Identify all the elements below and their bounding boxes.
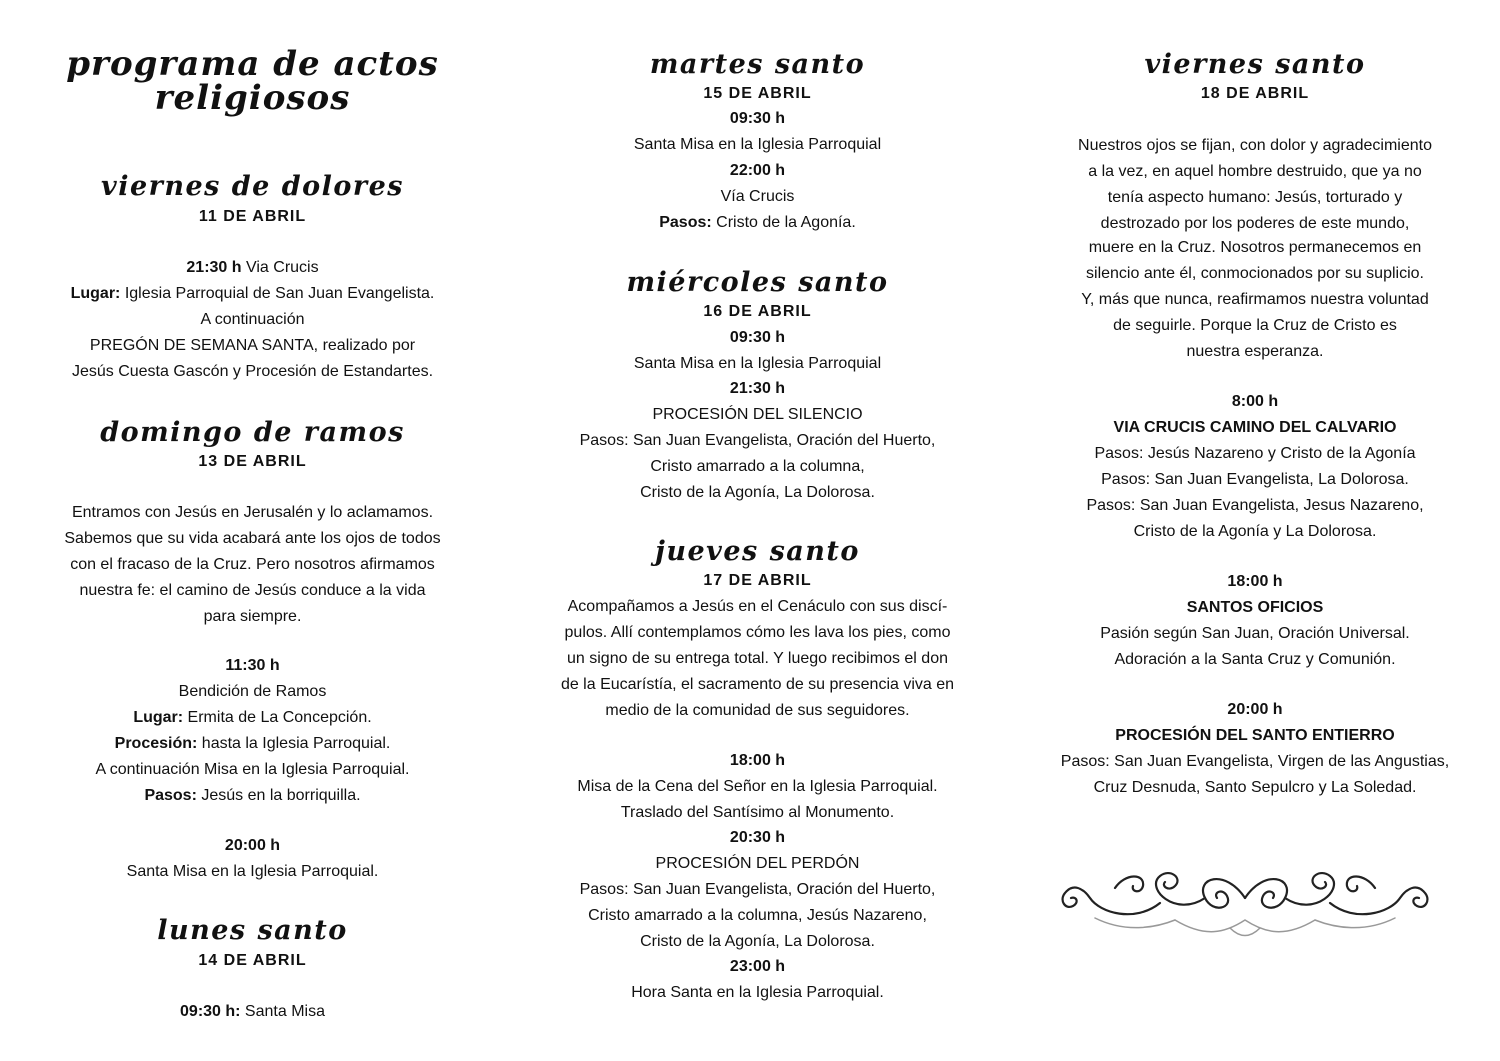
time-line: 09:30 h (729, 329, 786, 346)
time-line: 8:00 h (1231, 393, 1279, 410)
text-line: Santa Misa en la Iglesia Parroquial (633, 355, 882, 372)
text-line: destrozado por los poderes de este mundo, (1100, 215, 1410, 232)
program-title-line2: religiosos (154, 78, 351, 118)
text-line: 09:30 h: Santa Misa (180, 1003, 325, 1020)
text-line: Cristo de la Agonía, La Dolorosa. (640, 484, 875, 501)
text-line: PREGÓN DE SEMANA SANTA, realizado por (89, 337, 416, 354)
text-line: Santa Misa en la Iglesia Parroquial (633, 136, 882, 153)
text-line: Pasos: Jesús en la borriquilla. (144, 787, 361, 804)
text-line: nuestra esperanza. (1186, 343, 1324, 360)
date-martes-santo: 15 DE ABRIL (703, 85, 812, 102)
heading-lunes-santo: lunes santo (157, 915, 348, 946)
time-line: 18:00 h (729, 752, 786, 769)
subheading-line: VIA CRUCIS CAMINO DEL CALVARIO (1113, 419, 1397, 436)
text-line: un signo de su entrega total. Y luego recibimos el don (567, 650, 948, 667)
date-domingo-ramos: 13 DE ABRIL (198, 453, 307, 470)
text-line: Cristo de la Agonía y La Dolorosa. (1133, 523, 1377, 540)
text-line: Pasos: San Juan Evangelista, Oración del Huerto, (579, 881, 936, 898)
heading-jueves-santo: jueves santo (655, 536, 860, 567)
heading-domingo-ramos: domingo de ramos (100, 417, 405, 448)
text-line: Pasos: San Juan Evangelista, Virgen de las Angustias, (1060, 753, 1450, 770)
text-line: Sabemos que su vida acabará ante los ojos de todos (64, 530, 441, 547)
text-line: Lugar: Ermita de La Concepción. (133, 709, 372, 726)
text-line: Nuestros ojos se fijan, con dolor y agradecimiento (1078, 137, 1432, 154)
text-line: nuestra fe: el camino de Jesús conduce a la vida (79, 582, 426, 599)
text-line: Pasos: Jesús Nazareno y Cristo de la Agonía (1094, 445, 1416, 462)
text-line: Procesión: hasta la Iglesia Parroquial. (114, 735, 391, 752)
text-line: A continuación Misa en la Iglesia Parroquial. (95, 761, 410, 778)
text-line: Cruz Desnuda, Santo Sepulcro y La Soledad. (1093, 779, 1417, 796)
date-viernes-santo: 18 DE ABRIL (1200, 85, 1310, 102)
heading-martes-santo: martes santo (649, 49, 866, 80)
text-line: silencio ante él, conmocionados por su suplicio. (1086, 265, 1424, 282)
text-line: Cristo amarrado a la columna, (650, 458, 865, 475)
date-lunes-santo: 14 DE ABRIL (198, 952, 307, 969)
text-line: Bendición de Ramos (178, 683, 327, 700)
text-line: Santa Misa en la Iglesia Parroquial. (126, 863, 379, 880)
text-line: Y, más que nunca, reafirmamos nuestra voluntad (1081, 291, 1429, 308)
time-line: 22:00 h (729, 162, 786, 179)
text-line: Cristo amarrado a la columna, Jesús Nazareno, (588, 907, 927, 924)
text-line: a la vez, en aquel hombre destruido, que ya no (1088, 163, 1422, 180)
time-line: 21:30 h (729, 380, 786, 397)
heading-miercoles-santo: miércoles santo (626, 267, 889, 298)
text-line: PROCESIÓN DEL SILENCIO (652, 406, 863, 423)
text-line: PROCESIÓN DEL PERDÓN (655, 855, 860, 872)
text-line: 21:30 h Via Crucis (186, 259, 319, 276)
text-line: de la Eucarístía, el sacramento de su presencia viva en (560, 676, 955, 693)
text-line: Pasos: San Juan Evangelista, Oración del Huerto, (579, 432, 936, 449)
text-line: pulos. Allí contemplamos cómo les lava los pies, como (564, 624, 951, 641)
scroll-ornament-icon (1055, 858, 1435, 948)
time-line: 23:00 h (729, 958, 786, 975)
text-line: Pasión según San Juan, Oración Universal. (1100, 625, 1410, 642)
subheading-line: SANTOS OFICIOS (1186, 599, 1324, 616)
text-line: muere en la Cruz. Nosotros permanecemos en (1088, 239, 1422, 256)
text-line: Adoración a la Santa Cruz y Comunión. (1114, 651, 1396, 668)
time-line: 11:30 h (225, 657, 280, 674)
text-line: Cristo de la Agonía, La Dolorosa. (640, 933, 875, 950)
text-line: Pasos: San Juan Evangelista, Jesus Nazareno, (1086, 497, 1424, 514)
text-line: medio de la comunidad de sus seguidores. (605, 702, 910, 719)
program-title-line1: programa de actos (66, 44, 439, 84)
text-line: con el fracaso de la Cruz. Pero nosotros afirmamos (70, 556, 435, 573)
text-line: Entramos con Jesús en Jerusalén y lo aclamamos. (71, 504, 434, 521)
time-line: 09:30 h (729, 110, 786, 127)
time-line: 20:30 h (729, 829, 786, 846)
text-line: Acompañamos a Jesús en el Cenáculo con sus discí- (567, 598, 948, 615)
time-line: 18:00 h (1227, 573, 1283, 590)
time-line: 20:00 h (1227, 701, 1283, 718)
date-viernes-dolores: 11 DE ABRIL (198, 208, 307, 225)
text-line: Hora Santa en la Iglesia Parroquial. (631, 984, 884, 1001)
date-jueves-santo: 17 DE ABRIL (703, 572, 812, 589)
text-line: tenía aspecto humano: Jesús, torturado y (1107, 189, 1403, 206)
text-line: Vía Crucis (720, 188, 795, 205)
date-miercoles-santo: 16 DE ABRIL (703, 303, 812, 320)
subheading-line: PROCESIÓN DEL SANTO ENTIERRO (1115, 727, 1395, 744)
text-line: Lugar: Iglesia Parroquial de San Juan Evangelista. (70, 285, 435, 302)
time-line: 20:00 h (224, 837, 281, 854)
text-line: Jesús Cuesta Gascón y Procesión de Estandartes. (71, 363, 434, 380)
text-line: de seguirle. Porque la Cruz de Cristo es (1113, 317, 1397, 334)
text-line: para siempre. (203, 608, 302, 625)
text-line: Traslado del Santísimo al Monumento. (620, 804, 895, 821)
text-line: A continuación (200, 311, 305, 328)
heading-viernes-dolores: viernes de dolores (101, 171, 404, 202)
text-line: Pasos: Cristo de la Agonía. (659, 214, 856, 231)
text-line: Pasos: San Juan Evangelista, La Dolorosa. (1101, 471, 1409, 488)
heading-viernes-santo: viernes santo (1144, 49, 1366, 80)
text-line: Misa de la Cena del Señor en la Iglesia Parroquial. (577, 778, 938, 795)
